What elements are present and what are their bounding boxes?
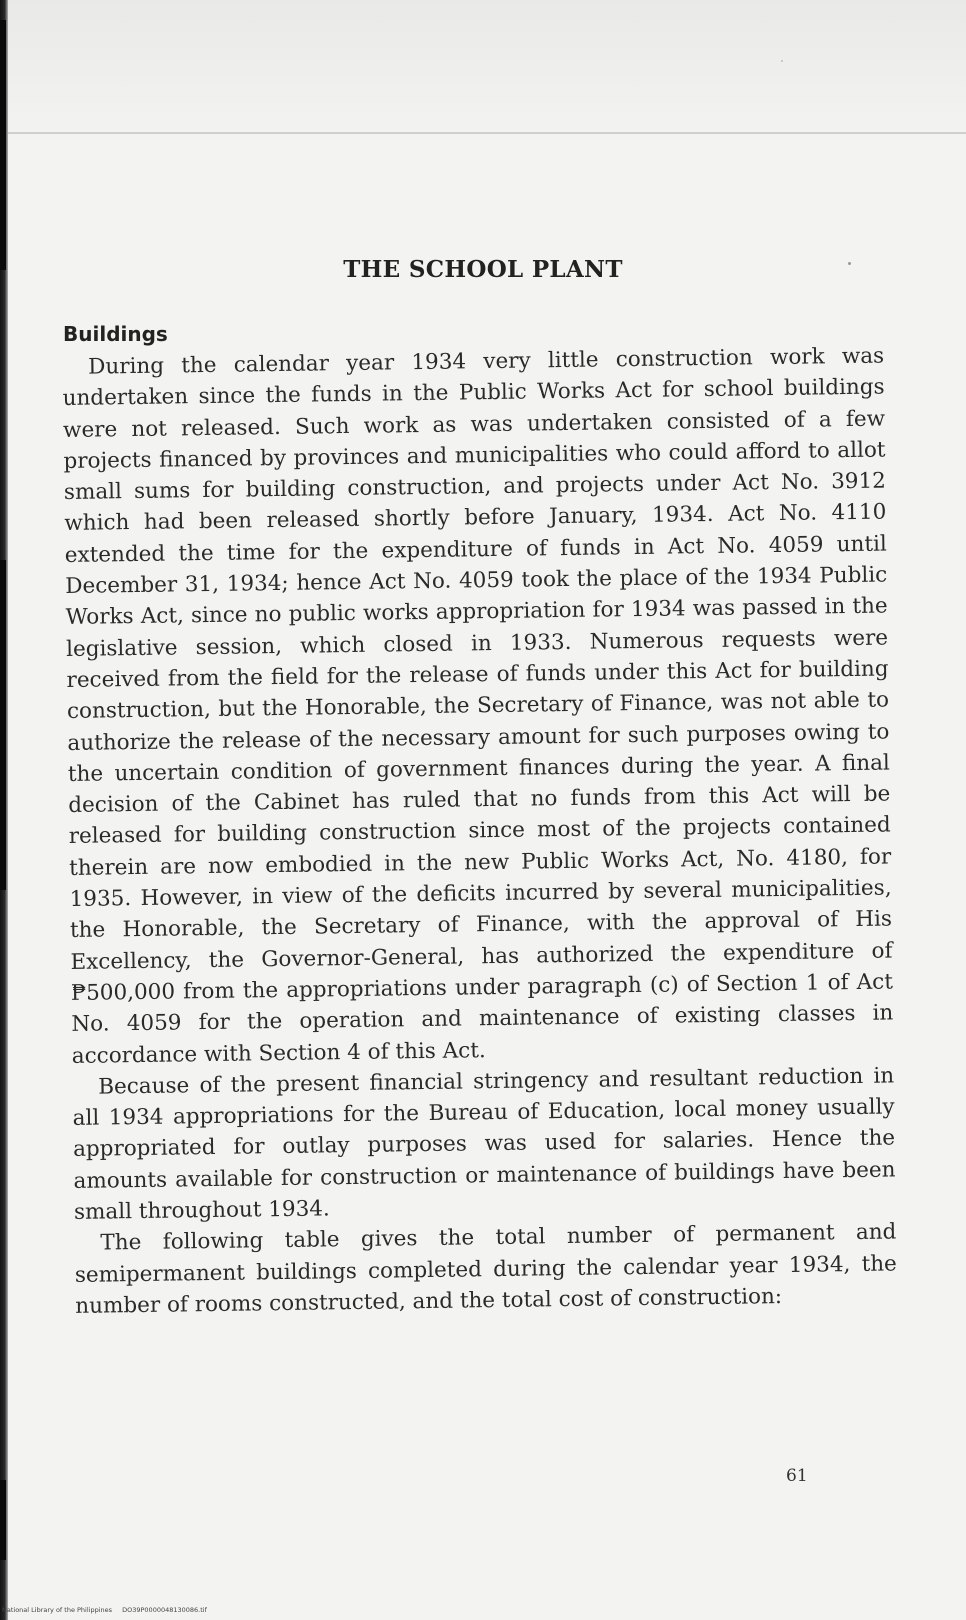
- binding-mark-middle: [0, 560, 6, 890]
- page-title: THE SCHOOL PLANT: [343, 256, 623, 283]
- scan-speck: [781, 60, 783, 62]
- binding-mark-top: [0, 20, 6, 270]
- paragraph-table-intro: The following table gives the total number of permanent and semipermanent buildings completed during the calendar year 1934, the number of rooms constructed, and the total cost of construction:: [74, 1219, 897, 1319]
- footer-identifier: DO39P0000048130086.tif: [122, 1606, 207, 1614]
- paragraph-construction-work: During the calendar year 1934 very little construction work was undertaken since the funds in the Public Works Act for school buildings were not released. Such work as was undertaken consisted of a few projects financed by provinces and municipalities who could afford to allot small sums for building construction, and projects under Act No. 3912 which had been released shortly before January, 1934. Act No. 4110 extended the time for the expenditure of funds in Act No. 4059 until December 31, 1934; hence Act No. 4059 took the place of the 1934 Public Works Act, since no public works appropriation for 1934 was passed in the legislative session, which closed in 1933. Numerous requests were received from the field for the release of funds under this Act for building construction, but the Honorable, the Secretary of Finance, was not able to authorize the release of the necessary amount for such purposes owing to the uncertain condition of government finances during the year. A final decision of the Cabinet has ruled that no funds from this Act will be released for building construction since most of the projects contained therein are now embodied in the new Public Works Act, No. 4180, for 1935. However, in view of the deficits incurred by several municipalities, the Honorable, the Secretary of Finance, with the approval of His Excellency, the Governor-General, has authorized the expenditure of ₱500,000 from the appropriations under paragraph (c) of Section 1 of Act No. 4059 for the operation and maintenance of existing classes in accordance with Section 4 of this Act.: [62, 343, 894, 1069]
- footer-library: National Library of the Philippines: [2, 1606, 113, 1614]
- body-text: [62, 341, 897, 1323]
- paragraph-financial-stringency: Because of the present financial stringency and resultant reduction in all 1934 appropriations for the Bureau of Education, local money usually appropriated for outlay purposes was used for salaries. Hence the amounts available for construction or maintenance of buildings have been small throughout 1934.: [72, 1063, 896, 1225]
- section-heading-buildings: Buildings: [63, 322, 168, 346]
- page-number: 61: [786, 1466, 808, 1486]
- page-top-shade: [0, 0, 966, 135]
- binding-mark-bottom: [0, 1480, 6, 1560]
- page-top-rule: [0, 132, 966, 134]
- scan-footer: [2, 1606, 215, 1614]
